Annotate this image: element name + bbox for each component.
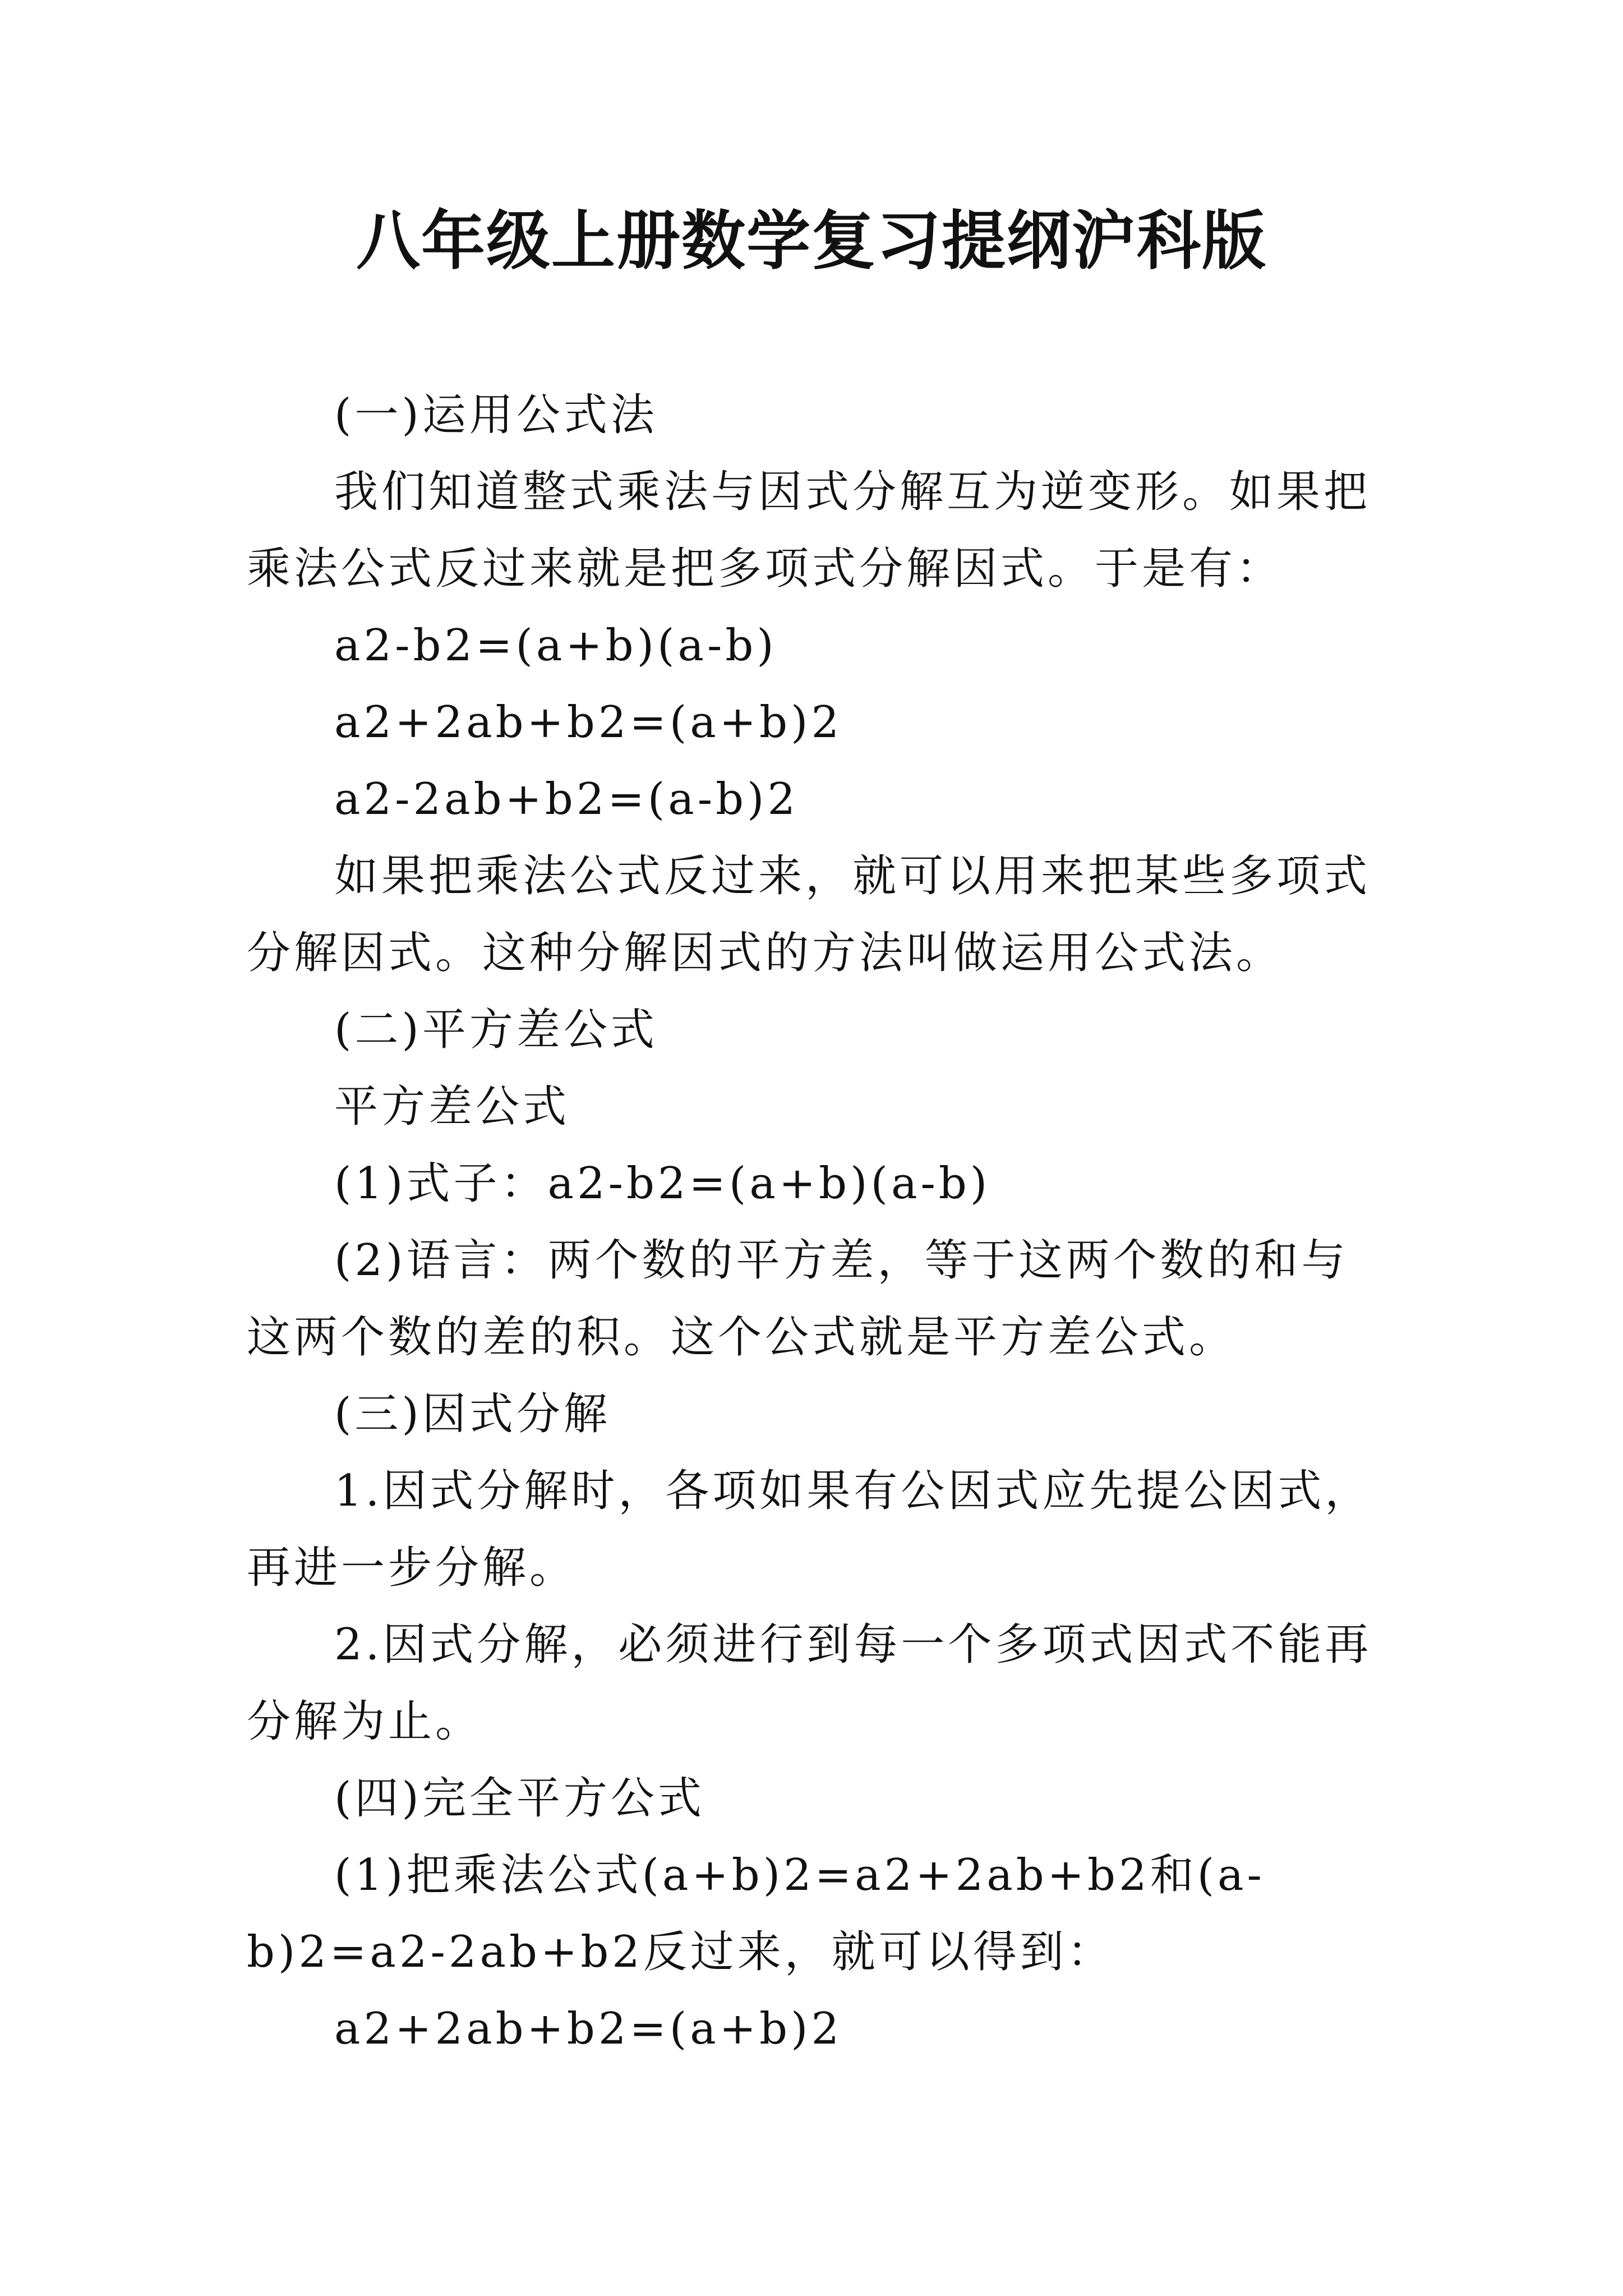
section-heading-1: (一)运用公式法 [334,390,658,440]
paragraph: 1.因式分解时，各项如果有公因式应先提公因式，再进一步分解。 [247,1466,1372,1593]
section-heading-2: (二)平方差公式 [334,1005,658,1055]
paragraph: 如果把乘法公式反过来，就可以用来把某些多项式分解因式。这种分解因式的方法叫做运用公式法。 [247,851,1371,978]
paragraph: (1)把乘法公式(a+b)2=a2+2ab+b2和(a-b)2=a2-2ab+b2反过来，就可以得到： [247,1850,1265,1977]
document-title: 八年级上册数学复习提纲沪科版 [356,204,1267,278]
formula-line: a2+2ab+b2=(a+b)2 [334,2004,843,2054]
paragraph: 平方差公式 [334,1082,570,1132]
formula-line: a2-b2=(a+b)(a-b) [334,620,777,671]
formula-line: a2-2ab+b2=(a-b)2 [334,774,799,825]
paragraph: 我们知道整式乘法与因式分解互为逆变形。如果把乘法公式反过来就是把多项式分解因式。于是有： [247,467,1371,594]
paragraph: 2.因式分解，必须进行到每一个多项式因式不能再分解为止。 [247,1619,1372,1747]
paragraph: (2)语言：两个数的平方差，等于这两个数的和与这两个数的差的积。这个公式就是平方差公式。 [247,1235,1349,1363]
formula-line: a2+2ab+b2=(a+b)2 [334,697,843,748]
section-heading-3: (三)因式分解 [334,1389,611,1439]
formula-line: (1)式子：a2-b2=(a+b)(a-b) [334,1158,991,1209]
document-body [247,377,1380,2068]
section-heading-4: (四)完全平方公式 [334,1773,705,1824]
